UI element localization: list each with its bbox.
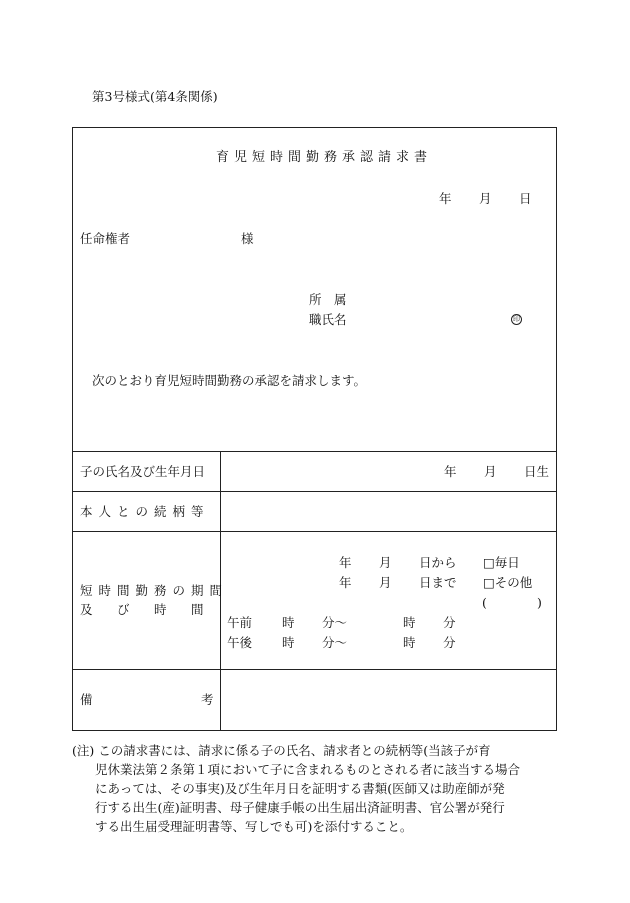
date-month-label: 月	[479, 191, 492, 206]
period-from-month-label: 月	[379, 555, 392, 570]
pm-minute-from-label: 分〜	[322, 635, 348, 650]
period-to-year-label: 年	[339, 575, 352, 590]
child-birth-month-label: 月	[484, 464, 497, 479]
request-sentence: 次のとおり育児短時間勤務の承認を請求します。	[92, 373, 367, 388]
footnote-line-3: にあっては、その事実)及び生年月日を証明する書類(医師又は助産師が発	[95, 781, 505, 796]
am-hour-label: 時	[282, 615, 295, 630]
form-frame	[72, 127, 557, 731]
period-from-day-label: 日から	[419, 555, 457, 570]
period-to-day-label: 日まで	[419, 575, 457, 590]
option-other-checkbox[interactable]: □その他	[483, 575, 533, 590]
child-birthday-label: 日生	[524, 464, 550, 479]
remarks-label-left: 備	[80, 692, 93, 707]
footnote-line-4: 行する出生(産)証明書、母子健康手帳の出生届出済証明書、官公署が発行	[95, 800, 505, 815]
relation-row-label: 本人との続柄等	[80, 504, 210, 519]
seal-character: 印	[513, 315, 520, 323]
pm-hour-to-label: 時	[403, 635, 416, 650]
divider-child-relation	[72, 491, 557, 492]
name-label: 職氏名	[309, 312, 347, 327]
pm-minute-to-label: 分	[443, 635, 456, 650]
pm-hour-label: 時	[282, 635, 295, 650]
date-day-label: 日	[519, 191, 532, 206]
period-row-label-line1: 短時間勤務の期間	[80, 583, 229, 598]
footnote-line-5: する出生届受理証明書等、写しでも可)を添付すること。	[95, 819, 413, 834]
form-title: 育児短時間勤務承認請求書	[216, 150, 433, 165]
seal-mark	[511, 314, 522, 325]
addressee-honorific: 様	[241, 231, 254, 246]
footnote-line-2: 児休業法第２条第１項において子に含まれるものとされる者に該当する場合	[95, 762, 521, 777]
am-minute-to-label: 分	[443, 615, 456, 630]
other-paren-close: )	[537, 595, 542, 610]
footnote	[72, 741, 572, 836]
addressee-label: 任命権者	[80, 231, 131, 246]
divider-relation-period	[72, 531, 557, 532]
period-row-label-line2: 及 び 時 間	[80, 602, 210, 617]
child-birth-year-label: 年	[444, 464, 457, 479]
form-number: 第3号様式(第4条関係)	[92, 89, 218, 104]
date-year-label: 年	[439, 191, 452, 206]
affiliation-label: 所 属	[309, 292, 347, 307]
other-paren-open: (	[482, 595, 487, 610]
period-from-year-label: 年	[339, 555, 352, 570]
am-hour-to-label: 時	[403, 615, 416, 630]
option-daily-checkbox[interactable]: □毎日	[483, 555, 520, 570]
remarks-label-right: 考	[201, 692, 214, 707]
am-label: 午前	[227, 615, 253, 630]
footnote-line-1: (注) この請求書には、請求に係る子の氏名、請求者との続柄等(当該子が育	[72, 743, 491, 758]
child-row-label: 子の氏名及び生年月日	[80, 464, 206, 479]
pm-label: 午後	[227, 635, 253, 650]
am-minute-from-label: 分〜	[322, 615, 348, 630]
divider-header-table	[72, 451, 557, 452]
period-to-month-label: 月	[379, 575, 392, 590]
divider-period-remarks	[72, 669, 557, 670]
